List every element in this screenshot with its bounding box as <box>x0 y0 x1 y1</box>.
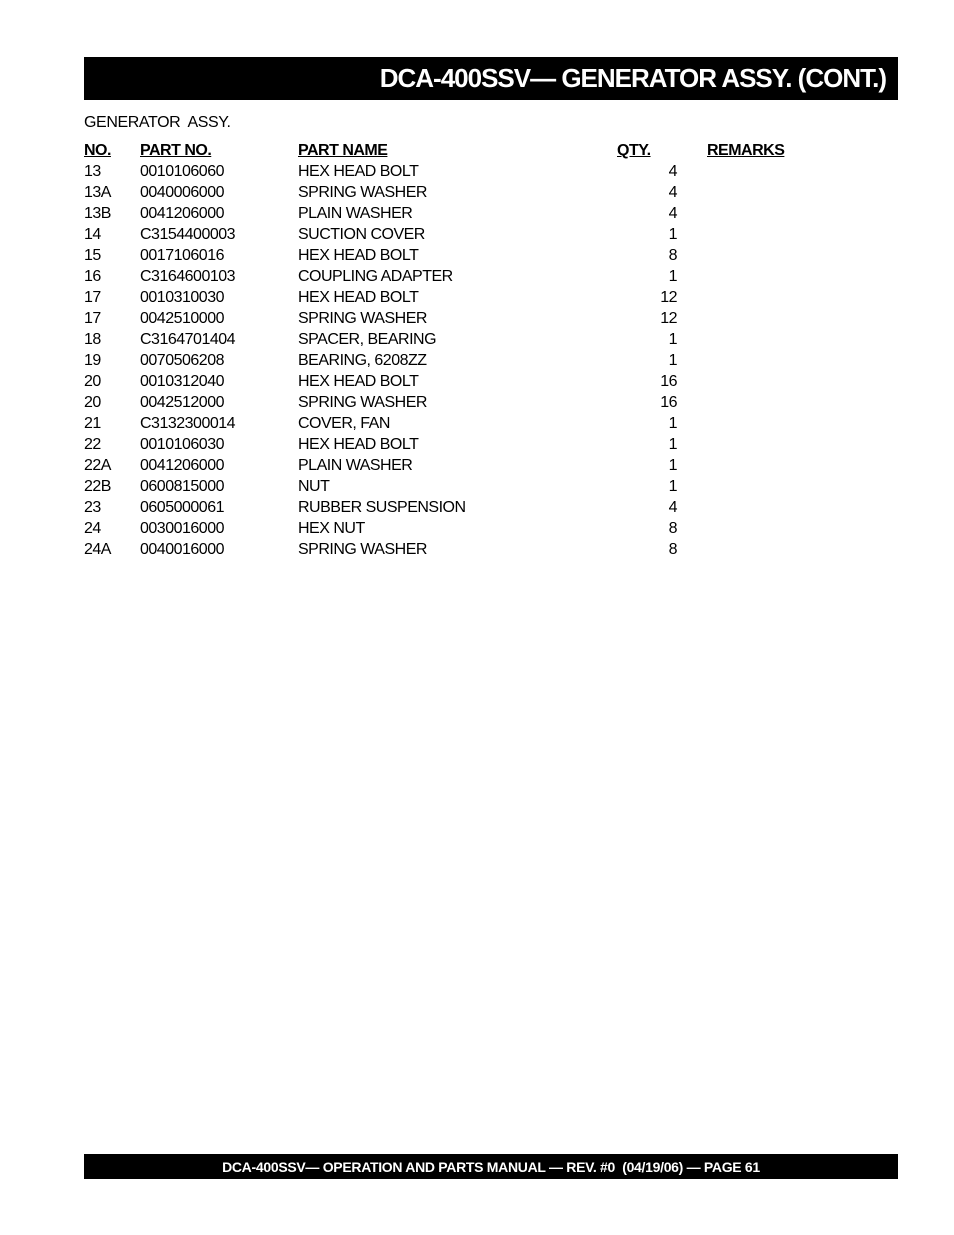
cell-no: 21 <box>84 415 101 432</box>
cell-part-no: 0070506208 <box>140 352 224 369</box>
cell-no: 24A <box>84 541 111 558</box>
column-header-remarks: REMARKS <box>707 142 785 159</box>
cell-part-no: 0605000061 <box>140 499 224 516</box>
cell-qty: 12 <box>660 289 677 306</box>
cell-part-name: HEX HEAD BOLT <box>298 247 419 264</box>
column-header-qty: QTY. <box>617 142 651 159</box>
cell-part-name: SPRING WASHER <box>298 184 427 201</box>
table-row <box>84 413 824 434</box>
table-row <box>84 455 824 476</box>
page-title: DCA-400SSV— GENERATOR ASSY. (CONT.) <box>379 63 886 93</box>
cell-no: 22 <box>84 436 101 453</box>
cell-no: 23 <box>84 499 101 516</box>
footer-bar <box>84 1154 898 1179</box>
table-row <box>84 371 824 392</box>
cell-qty: 16 <box>660 373 677 390</box>
parts-table <box>84 140 824 560</box>
cell-qty: 4 <box>668 205 677 222</box>
cell-part-name: SPRING WASHER <box>298 541 427 558</box>
cell-part-name: BEARING, 6208ZZ <box>298 352 427 369</box>
cell-part-name: HEX HEAD BOLT <box>298 373 419 390</box>
table-row <box>84 539 824 560</box>
cell-qty: 8 <box>668 541 677 558</box>
cell-remarks <box>707 455 824 476</box>
cell-no: 22A <box>84 457 111 474</box>
column-header-part-no: PART NO. <box>140 142 212 159</box>
cell-qty: 1 <box>668 268 677 285</box>
cell-remarks <box>707 287 824 308</box>
cell-remarks <box>707 308 824 329</box>
cell-part-no: 0010310030 <box>140 289 224 306</box>
cell-part-no: 0041206000 <box>140 205 224 222</box>
cell-remarks <box>707 476 824 497</box>
cell-qty: 1 <box>668 226 677 243</box>
cell-no: 13 <box>84 163 101 180</box>
cell-qty: 8 <box>668 520 677 537</box>
cell-part-no: 0040016000 <box>140 541 224 558</box>
cell-part-name: SPRING WASHER <box>298 394 427 411</box>
cell-no: 17 <box>84 310 101 327</box>
cell-part-name: SPRING WASHER <box>298 310 427 327</box>
cell-qty: 1 <box>668 478 677 495</box>
cell-qty: 4 <box>668 499 677 516</box>
cell-remarks <box>707 413 824 434</box>
cell-part-name: HEX HEAD BOLT <box>298 436 419 453</box>
cell-part-no: 0010106030 <box>140 436 224 453</box>
cell-no: 14 <box>84 226 101 243</box>
cell-no: 20 <box>84 373 101 390</box>
cell-remarks <box>707 203 824 224</box>
cell-part-name: PLAIN WASHER <box>298 457 413 474</box>
table-row <box>84 329 824 350</box>
cell-qty: 1 <box>668 457 677 474</box>
table-row <box>84 182 824 203</box>
cell-qty: 1 <box>668 331 677 348</box>
cell-qty: 8 <box>668 247 677 264</box>
cell-qty: 1 <box>668 352 677 369</box>
cell-no: 15 <box>84 247 101 264</box>
cell-part-no: 0030016000 <box>140 520 224 537</box>
cell-part-no: 0042510000 <box>140 310 224 327</box>
cell-remarks <box>707 266 824 287</box>
footer-text: DCA-400SSV— OPERATION AND PARTS MANUAL — REV. #0 (04/19/06) — PAGE 61 <box>222 1158 760 1175</box>
cell-no: 17 <box>84 289 101 306</box>
cell-part-name: HEX HEAD BOLT <box>298 163 419 180</box>
cell-no: 22B <box>84 478 111 495</box>
cell-part-no: 0600815000 <box>140 478 224 495</box>
cell-remarks <box>707 518 824 539</box>
cell-part-no: C3164701404 <box>140 331 236 348</box>
page-title-bar <box>84 57 898 100</box>
cell-remarks <box>707 245 824 266</box>
section-label: GENERATOR ASSY. <box>84 114 231 131</box>
cell-part-name: RUBBER SUSPENSION <box>298 499 466 516</box>
table-header-row <box>84 140 824 161</box>
table-row <box>84 308 824 329</box>
cell-no: 13A <box>84 184 111 201</box>
table-row <box>84 287 824 308</box>
cell-part-no: 0010312040 <box>140 373 224 390</box>
cell-remarks <box>707 161 824 182</box>
table-row <box>84 434 824 455</box>
cell-part-name: SPACER, BEARING <box>298 331 437 348</box>
cell-part-no: 0010106060 <box>140 163 224 180</box>
cell-remarks <box>707 329 824 350</box>
table-row <box>84 350 824 371</box>
table-row <box>84 392 824 413</box>
cell-part-name: NUT <box>298 478 330 495</box>
table-row <box>84 224 824 245</box>
column-header-part-name: PART NAME <box>298 142 388 159</box>
cell-part-no: 0041206000 <box>140 457 224 474</box>
table-row <box>84 161 824 182</box>
cell-part-name: COUPLING ADAPTER <box>298 268 453 285</box>
table-row <box>84 518 824 539</box>
cell-qty: 4 <box>668 184 677 201</box>
table-row <box>84 476 824 497</box>
table-row <box>84 245 824 266</box>
parts-table-body <box>84 161 824 560</box>
cell-part-no: C3164600103 <box>140 268 236 285</box>
cell-qty: 12 <box>660 310 677 327</box>
cell-part-no: 0042512000 <box>140 394 224 411</box>
cell-no: 18 <box>84 331 101 348</box>
table-row <box>84 203 824 224</box>
cell-remarks <box>707 224 824 245</box>
cell-part-no: 0040006000 <box>140 184 224 201</box>
cell-remarks <box>707 497 824 518</box>
cell-qty: 16 <box>660 394 677 411</box>
cell-qty: 1 <box>668 436 677 453</box>
cell-remarks <box>707 392 824 413</box>
cell-part-name: COVER, FAN <box>298 415 390 432</box>
cell-part-name: PLAIN WASHER <box>298 205 413 222</box>
cell-no: 20 <box>84 394 101 411</box>
cell-part-no: C3154400003 <box>140 226 236 243</box>
column-header-no: NO. <box>84 142 111 159</box>
cell-part-name: HEX NUT <box>298 520 365 537</box>
cell-part-no: 0017106016 <box>140 247 224 264</box>
cell-no: 24 <box>84 520 101 537</box>
cell-no: 19 <box>84 352 101 369</box>
cell-no: 13B <box>84 205 111 222</box>
cell-qty: 4 <box>668 163 677 180</box>
cell-no: 16 <box>84 268 101 285</box>
cell-remarks <box>707 182 824 203</box>
cell-remarks <box>707 350 824 371</box>
table-row <box>84 266 824 287</box>
cell-part-name: SUCTION COVER <box>298 226 425 243</box>
cell-remarks <box>707 371 824 392</box>
cell-part-name: HEX HEAD BOLT <box>298 289 419 306</box>
cell-qty: 1 <box>668 415 677 432</box>
cell-remarks <box>707 434 824 455</box>
cell-remarks <box>707 539 824 560</box>
cell-part-no: C3132300014 <box>140 415 236 432</box>
table-row <box>84 497 824 518</box>
